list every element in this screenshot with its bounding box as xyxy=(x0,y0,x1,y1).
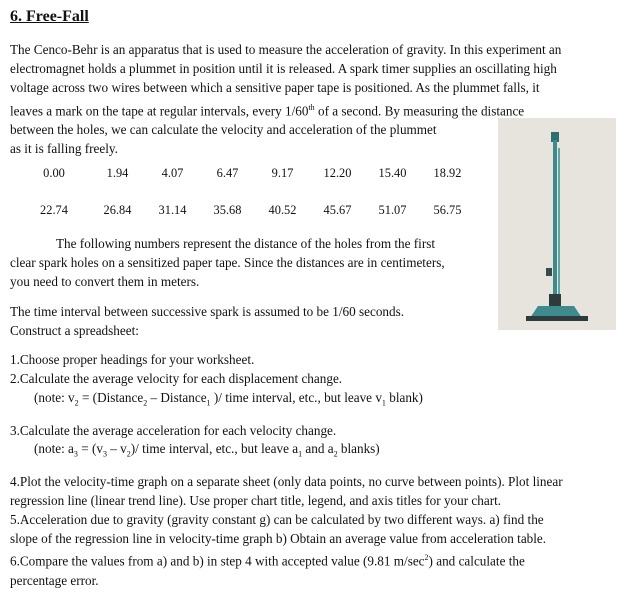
distance-value: 45.67 xyxy=(323,203,352,217)
distance-value: 1.94 xyxy=(106,166,129,180)
distance-value: 26.84 xyxy=(103,203,132,217)
distance-value: 22.74 xyxy=(40,203,68,217)
step-3-note: (note: $a_3 = (v_3 - v_2)/$ time interval, etc., but leave $a_1$ and $a_2$ blanks) xyxy=(34,441,380,459)
step-line: 6.Compare the values from a) and b) in step 4 with accepted value (9.81 $m/\sec^2$) and calculate the xyxy=(10,553,525,569)
step-line: 5.Acceleration due to gravity (gravity constant g) can be calculated by two different ways. a) find the xyxy=(10,512,544,527)
step-2: 2.Calculate the average velocity for each displacement change. xyxy=(10,371,343,386)
distance-value: 15.40 xyxy=(378,166,407,180)
distance-row-2 xyxy=(18,203,578,218)
distance-value: 9.17 xyxy=(271,166,294,180)
step-6 xyxy=(10,548,614,590)
distance-value: 51.07 xyxy=(378,203,407,217)
intro-line: as it is falling freely. xyxy=(10,141,118,157)
distance-value: 12.20 xyxy=(323,166,352,180)
intro-line: The Cenco-Behr is an apparatus that is used to measure the acceleration of gravity. In this experiment an xyxy=(10,42,562,57)
interval-line: The time interval between successive spark is assumed to be 1/60 seconds. xyxy=(10,304,405,319)
explanation-line: clear spark holes on a sensitized paper tape. Since the distances are in centimeters, xyxy=(10,255,445,271)
interval-paragraph xyxy=(10,302,490,340)
distance-value: 6.47 xyxy=(216,166,239,180)
step-1: 1.Choose proper headings for your worksheet. xyxy=(10,352,255,367)
intro-line: voltage across two wires between which a sensitive paper tape is positioned. As the plummet falls, it xyxy=(10,80,540,96)
step-line: percentage error. xyxy=(10,572,99,588)
explanation-paragraph xyxy=(10,234,490,292)
distance-value: 4.07 xyxy=(161,166,184,180)
step-line: regression line (linear trend line). Use proper chart title, legend, and axis titles for your chart. xyxy=(10,493,502,509)
step-2-note: (note: $v_2$ = (Distance$_2$ – Distance$_1$ )/ time interval, etc., but leave $v_1$ blank) xyxy=(34,390,423,408)
distance-value: 35.68 xyxy=(213,203,242,217)
intro-line: leaves a mark on the tape at regular intervals, every 1/60th of a second. By measuring the distance xyxy=(10,102,525,118)
cenco-behr-apparatus-photo xyxy=(498,118,616,330)
distance-value: 31.14 xyxy=(158,203,187,217)
distance-value: 0.00 xyxy=(43,166,65,180)
step-4 xyxy=(10,472,614,510)
section-title: 6. Free-Fall xyxy=(10,8,89,25)
intro-line: between the holes, we can calculate the velocity and acceleration of the plummet xyxy=(10,122,437,138)
intro-line: electromagnet holds a plummet in position until it is released. A spark timer supplies an oscillating high xyxy=(10,61,557,77)
distance-value: 18.92 xyxy=(433,166,462,180)
distance-row-1 xyxy=(18,166,578,181)
apparatus-icon xyxy=(498,118,616,330)
explanation-line: The following numbers represent the distance of the holes from the first xyxy=(56,236,436,251)
interval-line: Construct a spreadsheet: xyxy=(10,323,139,339)
step-line: slope of the regression line in velocity-time graph b) Obtain an average value from acceleration table. xyxy=(10,531,547,547)
step-5 xyxy=(10,510,614,548)
step-3: 3.Calculate the average acceleration for each velocity change. xyxy=(10,423,337,438)
step-line: 4.Plot the velocity-time graph on a separate sheet (only data points, no curve between points). Plot linear xyxy=(10,474,563,489)
distance-value: 40.52 xyxy=(268,203,297,217)
explanation-line: you need to convert them in meters. xyxy=(10,274,200,290)
distance-value: 56.75 xyxy=(433,203,462,217)
